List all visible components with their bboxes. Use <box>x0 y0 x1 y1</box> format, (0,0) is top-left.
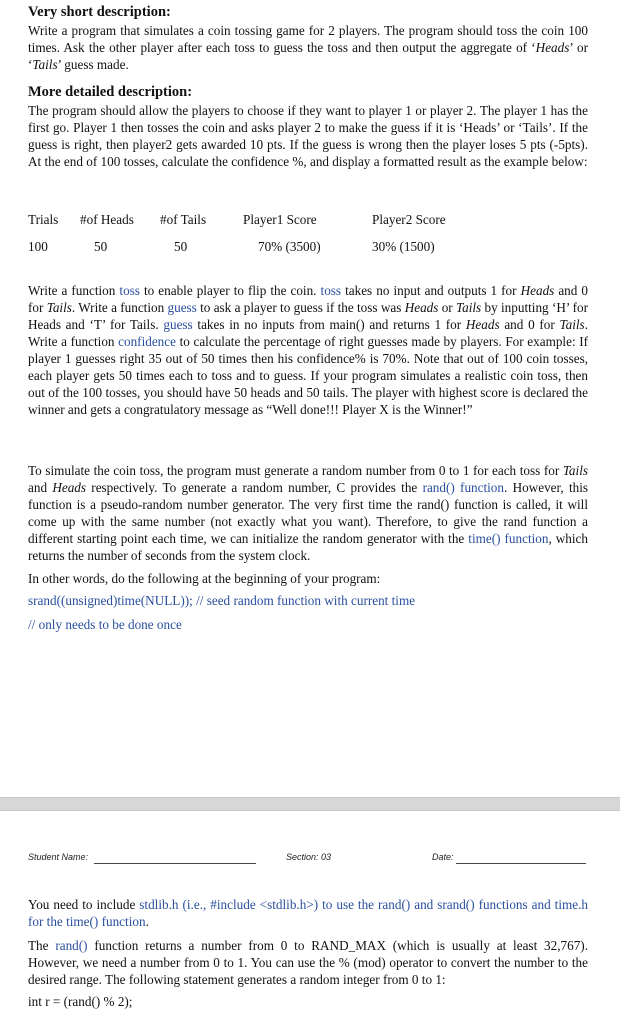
detailed-description-title: More detailed description: <box>28 84 193 100</box>
include-paragraph: You need to include stdlib.h (i.e., #include <stdlib.h>) to use the rand() and srand() functions and time.h for the time() function. <box>28 897 588 929</box>
date-line[interactable] <box>456 863 586 864</box>
short-description-text: Write a program that simulates a coin tossing game for 2 players. The program should toss the coin 100 times. Ask the other player after each toss to guess the toss and then output the aggregate of ‘Heads’ or ‘Tails’ guess made. <box>28 23 588 72</box>
table-header: Player2 Score <box>372 212 446 227</box>
table-header: Player1 Score <box>243 212 317 227</box>
code-comment-line: // only needs to be done once <box>28 617 182 632</box>
student-name-label: Student Name: <box>28 852 89 862</box>
table-cell: 30% (1500) <box>372 239 435 254</box>
table-header: Trials <box>28 212 59 227</box>
student-name-line[interactable] <box>94 863 256 864</box>
detailed-description-text: The program should allow the players to choose if they want to player 1 or player 2. The player 1 has the first go. Player 1 then tosses the coin and asks player 2 to make the guess if it is ‘Heads’ or ‘Tails’. If the guess is right, then player2 gets awarded 10 pts. If the guess is wrong then the player loses 5 pts (-5pts). At the end of 100 tosses, calculate the confidence %, and display a formatted result as the example below: <box>28 103 588 169</box>
short-description-title: Very short description: <box>28 4 171 20</box>
rand-paragraph: The rand() function returns a number from 0 to RAND_MAX (which is usually at least 32,767). However, we need a number from 0 to 1. You can use the % (mod) operator to convert the number to the desired range. The following statement generates a random integer from 0 to 1: <box>28 938 588 987</box>
table-cell: 50 <box>174 239 188 254</box>
functions-paragraph: Write a function toss to enable player to flip the coin. toss takes no input and outputs 1 for Heads and 0 for Tails. Write a function guess to ask a player to guess if the toss was Heads or Tails by inputting ‘H’ for Heads and ‘T’ for Tails. guess takes in no inputs from main() and returns 1 for Heads and 0 for Tails. Write a function confidence to calculate the percentage of right guesses made by players. For example: If player 1 guesses right 35 out of 50 times then his confidence% is 70%. Note that out of 100 coin tosses, each player gets 50 times each to toss and to guess. If your program simulates a realistic coin toss, then out of the 100 tosses, you should have 50 heads and 50 tails. The player with highest score is declared the winner and gets a congratulatory message as “Well done!!! Player X is the Winner!” <box>28 283 589 417</box>
table-cell: 100 <box>28 239 48 254</box>
code-srand-line: srand((unsigned)time(NULL)); // seed random function with current time <box>28 593 416 608</box>
date-label: Date: <box>432 852 454 862</box>
table-header: #of Tails <box>160 212 207 227</box>
table-header: #of Heads <box>80 212 134 227</box>
table-cell: 70% (3500) <box>258 239 321 254</box>
section-label: Section: 03 <box>286 852 332 862</box>
page-divider <box>0 797 620 811</box>
code-rand-line: int r = (rand() % 2); <box>28 994 133 1009</box>
random-number-paragraph: To simulate the coin toss, the program must generate a random number from 0 to 1 for each toss for Tails and Heads respectively. To generate a random number, C provides the rand() function. However, this function is a pseudo-random number generator. The very first time the rand() function is called, it will come up with the same number (not exactly what you want). Therefore, to give the rand function a different starting point each time, we can initialize the random generator with the time() function, which returns the number of seconds from the system clock. <box>28 463 588 563</box>
in-other-words-text: In other words, do the following at the beginning of your program: <box>28 571 381 586</box>
table-cell: 50 <box>94 239 108 254</box>
